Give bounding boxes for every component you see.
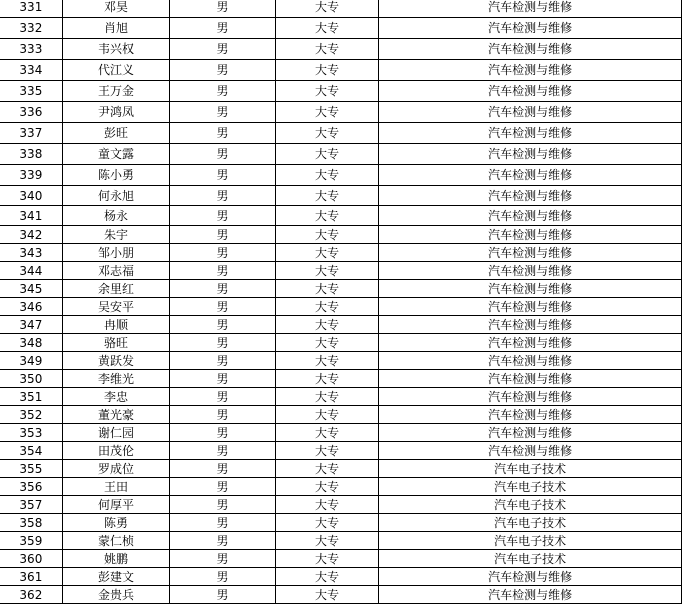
cell-number[interactable]: 348 (0, 334, 62, 352)
cell-number[interactable]: 346 (0, 298, 62, 316)
cell-name[interactable]: 肖旭 (62, 18, 170, 39)
cell-number[interactable]: 361 (0, 568, 62, 586)
cell-gender[interactable]: 男 (170, 424, 275, 442)
cell-education[interactable]: 大专 (275, 244, 379, 262)
cell-gender[interactable]: 男 (170, 226, 275, 244)
cell-major[interactable]: 汽车电子技术 (379, 460, 682, 478)
cell-name[interactable]: 吴安平 (62, 298, 170, 316)
cell-major[interactable]: 汽车检测与维修 (379, 244, 682, 262)
cell-major[interactable]: 汽车检测与维修 (379, 334, 682, 352)
cell-gender[interactable]: 男 (170, 442, 275, 460)
table-row (0, 586, 682, 604)
cell-name[interactable]: 彭建文 (62, 568, 170, 586)
cell-major[interactable]: 汽车电子技术 (379, 532, 682, 550)
cell-number[interactable]: 336 (0, 102, 62, 123)
cell-major[interactable]: 汽车检测与维修 (379, 102, 682, 123)
table-row (0, 165, 682, 186)
cell-name[interactable]: 韦兴权 (62, 39, 170, 60)
cell-education[interactable]: 大专 (275, 81, 379, 102)
table-row (0, 186, 682, 206)
table-row (0, 144, 682, 165)
table-row (0, 123, 682, 144)
cell-name[interactable]: 代江义 (62, 60, 170, 81)
cell-gender[interactable]: 男 (170, 586, 275, 604)
cell-major[interactable]: 汽车电子技术 (379, 550, 682, 568)
cell-gender[interactable]: 男 (170, 550, 275, 568)
cell-gender[interactable]: 男 (170, 186, 275, 206)
cell-number[interactable]: 362 (0, 586, 62, 604)
cell-major[interactable]: 汽车检测与维修 (379, 226, 682, 244)
table-row (0, 18, 682, 39)
cell-number[interactable]: 356 (0, 478, 62, 496)
cell-name[interactable]: 何永旭 (62, 186, 170, 206)
table-row (0, 352, 682, 370)
cell-number[interactable]: 343 (0, 244, 62, 262)
cell-name[interactable]: 童文露 (62, 144, 170, 165)
table-row (0, 370, 682, 388)
cell-education[interactable]: 大专 (275, 144, 379, 165)
cell-number[interactable]: 345 (0, 280, 62, 298)
cell-number[interactable]: 331 (0, 0, 62, 18)
cell-number[interactable]: 355 (0, 460, 62, 478)
cell-name[interactable]: 王万金 (62, 81, 170, 102)
cell-major[interactable]: 汽车检测与维修 (379, 442, 682, 460)
table-row (0, 478, 682, 496)
cell-education[interactable]: 大专 (275, 280, 379, 298)
cell-major[interactable]: 汽车检测与维修 (379, 206, 682, 226)
cell-education[interactable]: 大专 (275, 102, 379, 123)
cell-number[interactable]: 335 (0, 81, 62, 102)
cell-number[interactable]: 352 (0, 406, 62, 424)
cell-name[interactable]: 谢仁园 (62, 424, 170, 442)
cell-gender[interactable]: 男 (170, 262, 275, 280)
table-row (0, 39, 682, 60)
cell-education[interactable]: 大专 (275, 406, 379, 424)
cell-gender[interactable]: 男 (170, 388, 275, 406)
cell-education[interactable]: 大专 (275, 226, 379, 244)
cell-gender[interactable]: 男 (170, 334, 275, 352)
cell-major[interactable]: 汽车检测与维修 (379, 316, 682, 334)
cell-major[interactable]: 汽车检测与维修 (379, 280, 682, 298)
cell-number[interactable]: 359 (0, 532, 62, 550)
table-row (0, 406, 682, 424)
cell-education[interactable]: 大专 (275, 514, 379, 532)
cell-education[interactable]: 大专 (275, 298, 379, 316)
cell-number[interactable]: 354 (0, 442, 62, 460)
table-row (0, 496, 682, 514)
cell-education[interactable]: 大专 (275, 478, 379, 496)
cell-major[interactable]: 汽车检测与维修 (379, 60, 682, 81)
cell-major[interactable]: 汽车检测与维修 (379, 165, 682, 186)
cell-education[interactable]: 大专 (275, 123, 379, 144)
cell-education[interactable]: 大专 (275, 206, 379, 226)
table-row (0, 81, 682, 102)
cell-gender[interactable]: 男 (170, 568, 275, 586)
cell-number[interactable]: 342 (0, 226, 62, 244)
cell-education[interactable]: 大专 (275, 532, 379, 550)
cell-major[interactable]: 汽车检测与维修 (379, 586, 682, 604)
cell-education[interactable]: 大专 (275, 550, 379, 568)
cell-major[interactable]: 汽车检测与维修 (379, 39, 682, 60)
cell-major[interactable]: 汽车检测与维修 (379, 0, 682, 18)
table-row (0, 532, 682, 550)
cell-major[interactable]: 汽车检测与维修 (379, 388, 682, 406)
table-row (0, 0, 682, 18)
cell-gender[interactable]: 男 (170, 60, 275, 81)
cell-gender[interactable]: 男 (170, 123, 275, 144)
cell-education[interactable]: 大专 (275, 370, 379, 388)
cell-name[interactable]: 陈勇 (62, 514, 170, 532)
cell-name[interactable]: 骆旺 (62, 334, 170, 352)
cell-gender[interactable]: 男 (170, 81, 275, 102)
cell-gender[interactable]: 男 (170, 280, 275, 298)
cell-number[interactable]: 349 (0, 352, 62, 370)
table-row (0, 244, 682, 262)
table-row (0, 424, 682, 442)
cell-name[interactable]: 朱宇 (62, 226, 170, 244)
cell-education[interactable]: 大专 (275, 352, 379, 370)
cell-education[interactable]: 大专 (275, 60, 379, 81)
cell-name[interactable]: 田茂伦 (62, 442, 170, 460)
cell-name[interactable]: 尹鸿凤 (62, 102, 170, 123)
cell-gender[interactable]: 男 (170, 352, 275, 370)
table-row (0, 388, 682, 406)
table-row (0, 206, 682, 226)
cell-major[interactable]: 汽车检测与维修 (379, 406, 682, 424)
cell-gender[interactable]: 男 (170, 496, 275, 514)
cell-major[interactable]: 汽车检测与维修 (379, 352, 682, 370)
cell-number[interactable]: 339 (0, 165, 62, 186)
cell-education[interactable]: 大专 (275, 18, 379, 39)
table-row (0, 460, 682, 478)
cell-education[interactable]: 大专 (275, 568, 379, 586)
cell-name[interactable]: 李维光 (62, 370, 170, 388)
table-row (0, 60, 682, 81)
cell-major[interactable]: 汽车检测与维修 (379, 18, 682, 39)
cell-name[interactable]: 黄跃发 (62, 352, 170, 370)
cell-number[interactable]: 337 (0, 123, 62, 144)
cell-gender[interactable]: 男 (170, 244, 275, 262)
cell-education[interactable]: 大专 (275, 388, 379, 406)
cell-gender[interactable]: 男 (170, 460, 275, 478)
cell-number[interactable]: 334 (0, 60, 62, 81)
cell-major[interactable]: 汽车检测与维修 (379, 298, 682, 316)
cell-gender[interactable]: 男 (170, 370, 275, 388)
cell-number[interactable]: 341 (0, 206, 62, 226)
cell-number[interactable]: 344 (0, 262, 62, 280)
cell-gender[interactable]: 男 (170, 298, 275, 316)
table-row (0, 280, 682, 298)
cell-major[interactable]: 汽车检测与维修 (379, 144, 682, 165)
table-row (0, 316, 682, 334)
cell-education[interactable]: 大专 (275, 316, 379, 334)
cell-gender[interactable]: 男 (170, 478, 275, 496)
cell-number[interactable]: 351 (0, 388, 62, 406)
cell-gender[interactable]: 男 (170, 102, 275, 123)
cell-gender[interactable]: 男 (170, 165, 275, 186)
cell-gender[interactable]: 男 (170, 406, 275, 424)
cell-name[interactable]: 何厚平 (62, 496, 170, 514)
cell-name[interactable]: 金贵兵 (62, 586, 170, 604)
table-row (0, 442, 682, 460)
cell-education[interactable]: 大专 (275, 496, 379, 514)
cell-number[interactable]: 340 (0, 186, 62, 206)
cell-number[interactable]: 358 (0, 514, 62, 532)
cell-major[interactable]: 汽车检测与维修 (379, 81, 682, 102)
cell-education[interactable]: 大专 (275, 424, 379, 442)
cell-gender[interactable]: 男 (170, 18, 275, 39)
cell-education[interactable]: 大专 (275, 334, 379, 352)
cell-name[interactable]: 杨永 (62, 206, 170, 226)
cell-education[interactable]: 大专 (275, 460, 379, 478)
cell-number[interactable]: 332 (0, 18, 62, 39)
cell-gender[interactable]: 男 (170, 144, 275, 165)
cell-name[interactable]: 姚鹏 (62, 550, 170, 568)
cell-education[interactable]: 大专 (275, 262, 379, 280)
cell-gender[interactable]: 男 (170, 514, 275, 532)
cell-education[interactable]: 大专 (275, 0, 379, 18)
table-row (0, 226, 682, 244)
table-row (0, 568, 682, 586)
cell-major[interactable]: 汽车检测与维修 (379, 262, 682, 280)
cell-number[interactable]: 338 (0, 144, 62, 165)
cell-major[interactable]: 汽车检测与维修 (379, 123, 682, 144)
cell-gender[interactable]: 男 (170, 316, 275, 334)
cell-gender[interactable]: 男 (170, 0, 275, 18)
cell-name[interactable]: 冉顺 (62, 316, 170, 334)
cell-gender[interactable]: 男 (170, 532, 275, 550)
cell-education[interactable]: 大专 (275, 586, 379, 604)
table-row (0, 334, 682, 352)
cell-name[interactable]: 邓志福 (62, 262, 170, 280)
cell-name[interactable]: 余里红 (62, 280, 170, 298)
cell-name[interactable]: 罗成位 (62, 460, 170, 478)
table-row (0, 102, 682, 123)
table-row (0, 514, 682, 532)
cell-major[interactable]: 汽车电子技术 (379, 478, 682, 496)
cell-number[interactable]: 350 (0, 370, 62, 388)
cell-major[interactable]: 汽车检测与维修 (379, 370, 682, 388)
cell-major[interactable]: 汽车电子技术 (379, 514, 682, 532)
cell-name[interactable]: 陈小勇 (62, 165, 170, 186)
cell-name[interactable]: 李忠 (62, 388, 170, 406)
cell-name[interactable]: 彭旺 (62, 123, 170, 144)
table-row (0, 262, 682, 280)
cell-education[interactable]: 大专 (275, 165, 379, 186)
cell-number[interactable]: 347 (0, 316, 62, 334)
cell-number[interactable]: 333 (0, 39, 62, 60)
cell-number[interactable]: 353 (0, 424, 62, 442)
table-row (0, 298, 682, 316)
cell-major[interactable]: 汽车检测与维修 (379, 424, 682, 442)
cell-name[interactable]: 蒙仁桢 (62, 532, 170, 550)
cell-major[interactable]: 汽车检测与维修 (379, 186, 682, 206)
cell-name[interactable]: 董光豪 (62, 406, 170, 424)
cell-major[interactable]: 汽车电子技术 (379, 496, 682, 514)
cell-number[interactable]: 360 (0, 550, 62, 568)
cell-education[interactable]: 大专 (275, 39, 379, 60)
cell-name[interactable]: 邓昊 (62, 0, 170, 18)
cell-name[interactable]: 邹小朋 (62, 244, 170, 262)
cell-gender[interactable]: 男 (170, 206, 275, 226)
table-row (0, 550, 682, 568)
cell-gender[interactable]: 男 (170, 39, 275, 60)
cell-major[interactable]: 汽车检测与维修 (379, 568, 682, 586)
cell-education[interactable]: 大专 (275, 442, 379, 460)
cell-education[interactable]: 大专 (275, 186, 379, 206)
cell-number[interactable]: 357 (0, 496, 62, 514)
cell-name[interactable]: 王田 (62, 478, 170, 496)
